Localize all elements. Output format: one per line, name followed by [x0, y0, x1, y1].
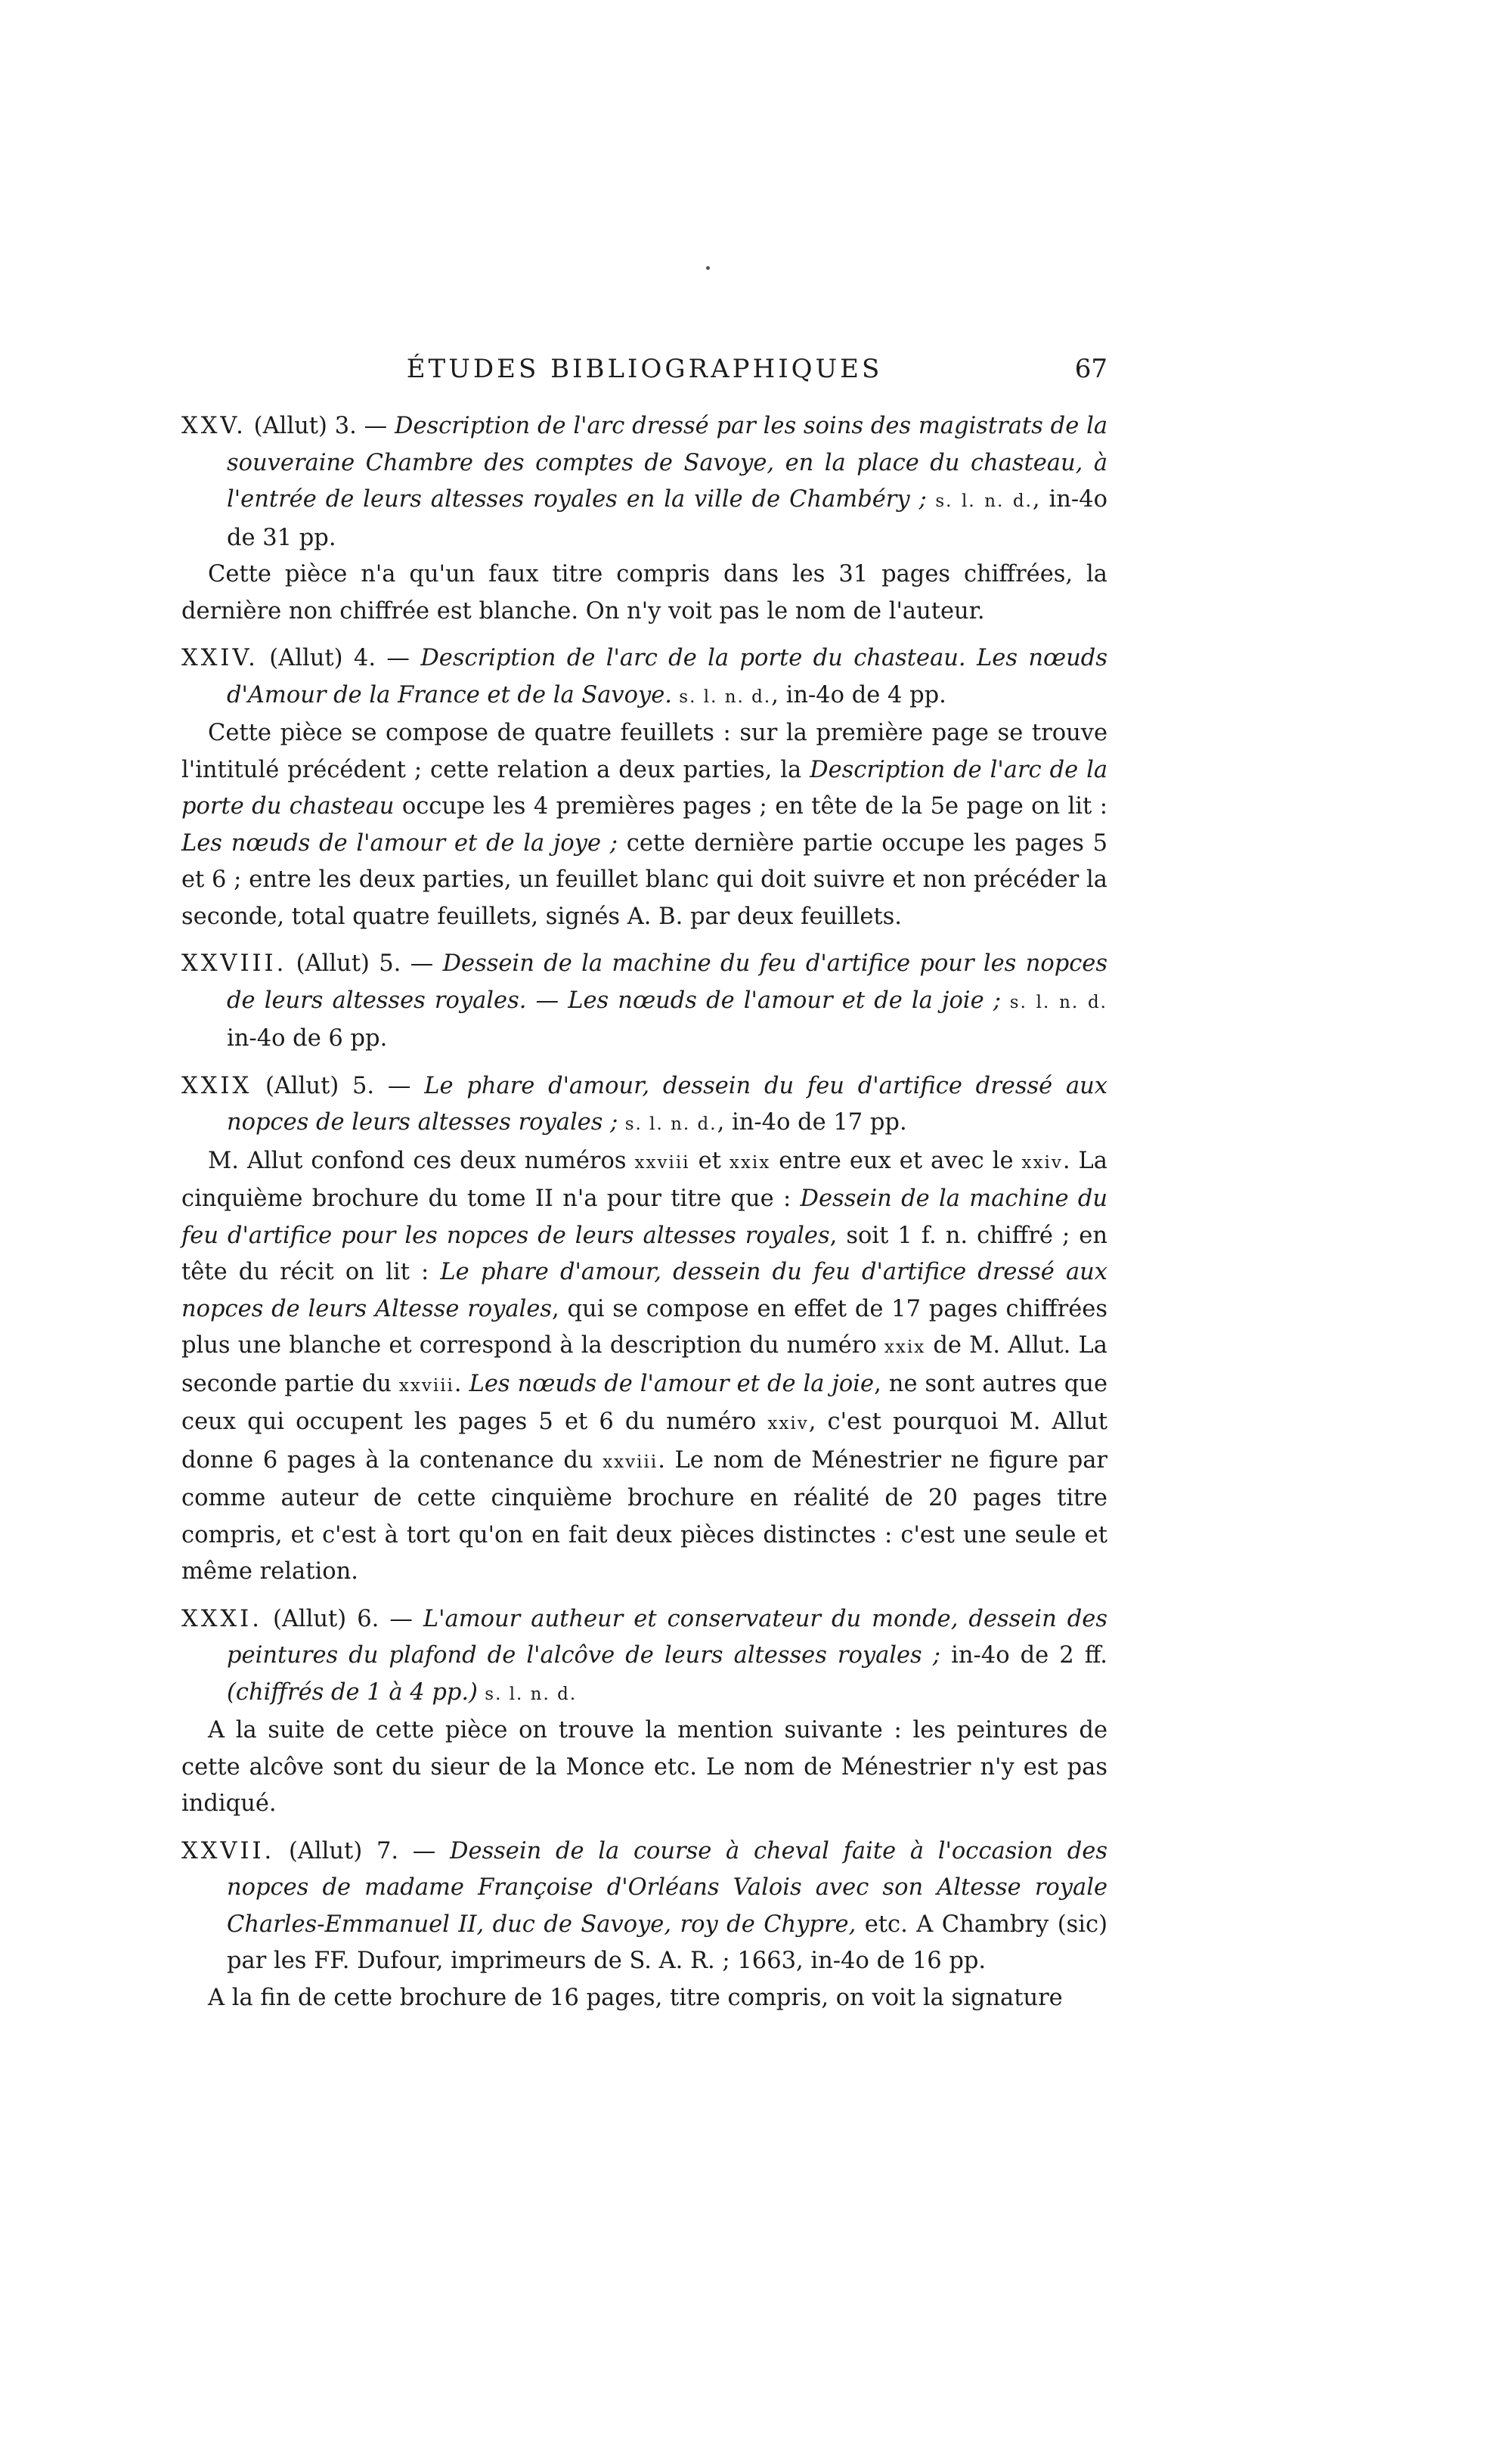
entry-xxviii: [181, 946, 1107, 1058]
entry-title: Dessein de la course à cheval faite à l'occasion des nopces de madame Françoise d'Orléans Valois avec son Altesse royale Charles-Emmanuel II, duc de Savoye, roy de Chypre,: [227, 1837, 1107, 1938]
dash: —: [398, 1837, 450, 1864]
entry-number: XXIV.: [181, 645, 259, 671]
dash: —: [401, 950, 443, 977]
note-text: , qui se compose en effet de 17 pages chiffrées plus une blanche et correspond à la description du numéro: [181, 1295, 1108, 1359]
page-number: 67: [1074, 354, 1107, 384]
stray-ink-dot: [706, 266, 710, 270]
dash: —: [374, 1072, 425, 1099]
entry-xxiv: [181, 640, 1107, 935]
entry-heading: [181, 1833, 1107, 1980]
imprint: s. l. n. d.: [618, 1114, 717, 1134]
note-smallcaps: xxiv: [767, 1414, 809, 1433]
entry-title: L'amour autheur et conservateur du monde, dessein des peintures du plafond de l'alcôve de leurs altesses royales ;: [227, 1605, 1108, 1669]
pagination-note: (chiffrés de 1 à 4 pp.): [227, 1678, 478, 1706]
note-italic: Les nœuds de l'amour et de la joye ;: [181, 829, 618, 857]
entry-note: [181, 715, 1107, 935]
entry-heading: [181, 1068, 1107, 1143]
format: , in-4o de 31 pp.: [227, 486, 1107, 551]
note-text: entre eux et avec le: [770, 1147, 1022, 1174]
entry-note: A la suite de cette pièce on trouve la mention suivante : les peintures de cette alcôve sont du sieur de la Monce etc. Le nom de Ménestrier n'y est pas indiqué.: [181, 1717, 1107, 1817]
format: , in-4o de 4 pp.: [771, 681, 946, 708]
running-title: ÉTUDES BIBLIOGRAPHIQUES: [406, 354, 883, 384]
note-italic: Le phare d'amour, dessein du feu d'artifice dressé aux nopces de leurs Altesse royales: [181, 1259, 1107, 1322]
dash: —: [376, 645, 421, 671]
allut-ref: (Allut) 7.: [288, 1837, 399, 1864]
entry-xxv: [181, 408, 1107, 630]
note-smallcaps: xxix: [729, 1152, 771, 1173]
format: , in-4o de 17 pp.: [717, 1109, 907, 1136]
note-text: occupe les 4 premières pages ; en tête de la 5e page on lit :: [394, 793, 1107, 820]
entry-number: XXV.: [181, 413, 246, 439]
entry-note: [181, 1143, 1107, 1591]
entry-xxvii: [181, 1833, 1107, 2017]
note-text: M. Allut confond ces deux numéros: [208, 1147, 635, 1174]
note-italic: Dessein de la machine du feu d'artifice pour les nopces de leurs altesses royales: [181, 1186, 1107, 1249]
allut-ref: (Allut) 3.: [253, 413, 357, 439]
note-text: , c'est pourquoi M. Allut donne 6 pages à la contenance du: [181, 1409, 1107, 1474]
allut-ref: (Allut) 5.: [265, 1072, 375, 1099]
running-header: [181, 346, 1107, 392]
note-text: Cette pièce se compose de quatre feuillets : sur la première page se trouve l'intitulé précédent ; cette relation a deux parties, la: [181, 720, 1107, 783]
note-italic: Description de l'arc de la porte du chasteau: [181, 756, 1108, 820]
entry-number: XXVIII.: [181, 950, 287, 977]
page-body: [181, 408, 1107, 2027]
entry-note: Cette pièce n'a qu'un faux titre compris dans les 31 pages chiffrées, la dernière non chiffrée est blanche. On n'y voit pas le nom de l'auteur.: [181, 561, 1107, 625]
allut-ref: (Allut) 4.: [269, 645, 376, 671]
entry-number: XXIX: [181, 1072, 252, 1099]
entry-xxxi: [181, 1601, 1107, 1823]
note-text: , soit 1 f. n. chiffré ; en tête du récit on lit :: [181, 1222, 1107, 1285]
note-smallcaps: xxviii: [603, 1452, 658, 1472]
note-text: , ne sont autres que ceux qui occupent les pages 5 et 6 du numéro: [181, 1370, 1108, 1435]
imprint: s. l. n. d.: [672, 687, 772, 707]
format: in-4o de 6 pp.: [227, 1025, 388, 1052]
entry-heading: [181, 640, 1107, 715]
allut-ref: (Allut) 5.: [296, 950, 401, 977]
format: etc. A Chambry (sic) par les FF. Dufour, imprimeurs de S. A. R. ; 1663, in-4o de 16 pp.: [227, 1911, 1107, 1974]
imprint: s. l. n. d.: [477, 1684, 578, 1704]
entry-title: Description de l'arc de la porte du chasteau. Les nœuds d'Amour de la France et de la Savoye.: [227, 645, 1107, 708]
entry-title: Dessein de la machine du feu d'artifice pour les nopces de leurs altesses royales. — Les nœuds de l'amour et de la joie ;: [227, 950, 1108, 1014]
entry-xxix: [181, 1068, 1107, 1591]
note-smallcaps: xxviii: [634, 1152, 690, 1173]
imprint: s. l. n. d.: [1001, 992, 1107, 1012]
dash: —: [356, 413, 395, 439]
note-text: cette dernière partie occupe les pages 5 et 6 ; entre les deux parties, un feuillet blanc qui doit suivre et non précéder la seconde, total quatre feuillets, signés A. B. par deux feuillets.: [181, 829, 1107, 930]
entry-heading: [181, 1601, 1107, 1713]
note-smallcaps: xxviii: [398, 1375, 454, 1396]
format: in-4o de 2 ff.: [940, 1642, 1107, 1669]
entry-heading: [181, 946, 1107, 1058]
entry-title: Description de l'arc dressé par les soins des magistrats de la souveraine Chambre des comptes de Savoye, en la place du chasteau, à l'entrée de leurs altesses royales en la ville de Chambéry ;: [227, 413, 1108, 513]
entry-title: Le phare d'amour, dessein du feu d'artifice dressé aux nopces de leurs altesses royales ;: [227, 1072, 1107, 1136]
note-smallcaps: xxiv: [1021, 1152, 1063, 1173]
note-text: et: [689, 1147, 730, 1174]
note-text: .: [454, 1370, 469, 1397]
imprint: s. l. n. d.: [926, 491, 1033, 511]
note-smallcaps: xxix: [884, 1337, 926, 1357]
entry-note: A la fin de cette brochure de 16 pages, titre compris, on voit la signature: [208, 1984, 1063, 2011]
note-text: de M. Allut. La seconde partie du: [181, 1332, 1107, 1397]
note-text: . Le nom de Ménestrier ne figure par comme auteur de cette cinquième brochure en réalité de 20 pages titre compris, et c'est à tort qu'on en fait deux pièces distinctes : c'est une seule et même relation.: [181, 1446, 1107, 1585]
entry-number: XXXI.: [181, 1605, 262, 1632]
entry-heading: [181, 408, 1107, 556]
note-text: . La cinquième brochure du tome II n'a pour titre que :: [181, 1147, 1107, 1212]
allut-ref: (Allut) 6.: [272, 1605, 379, 1632]
dash: —: [379, 1605, 423, 1632]
note-italic: Les nœuds de l'amour et de la joie: [469, 1370, 875, 1397]
entry-number: XXVII.: [181, 1837, 275, 1864]
